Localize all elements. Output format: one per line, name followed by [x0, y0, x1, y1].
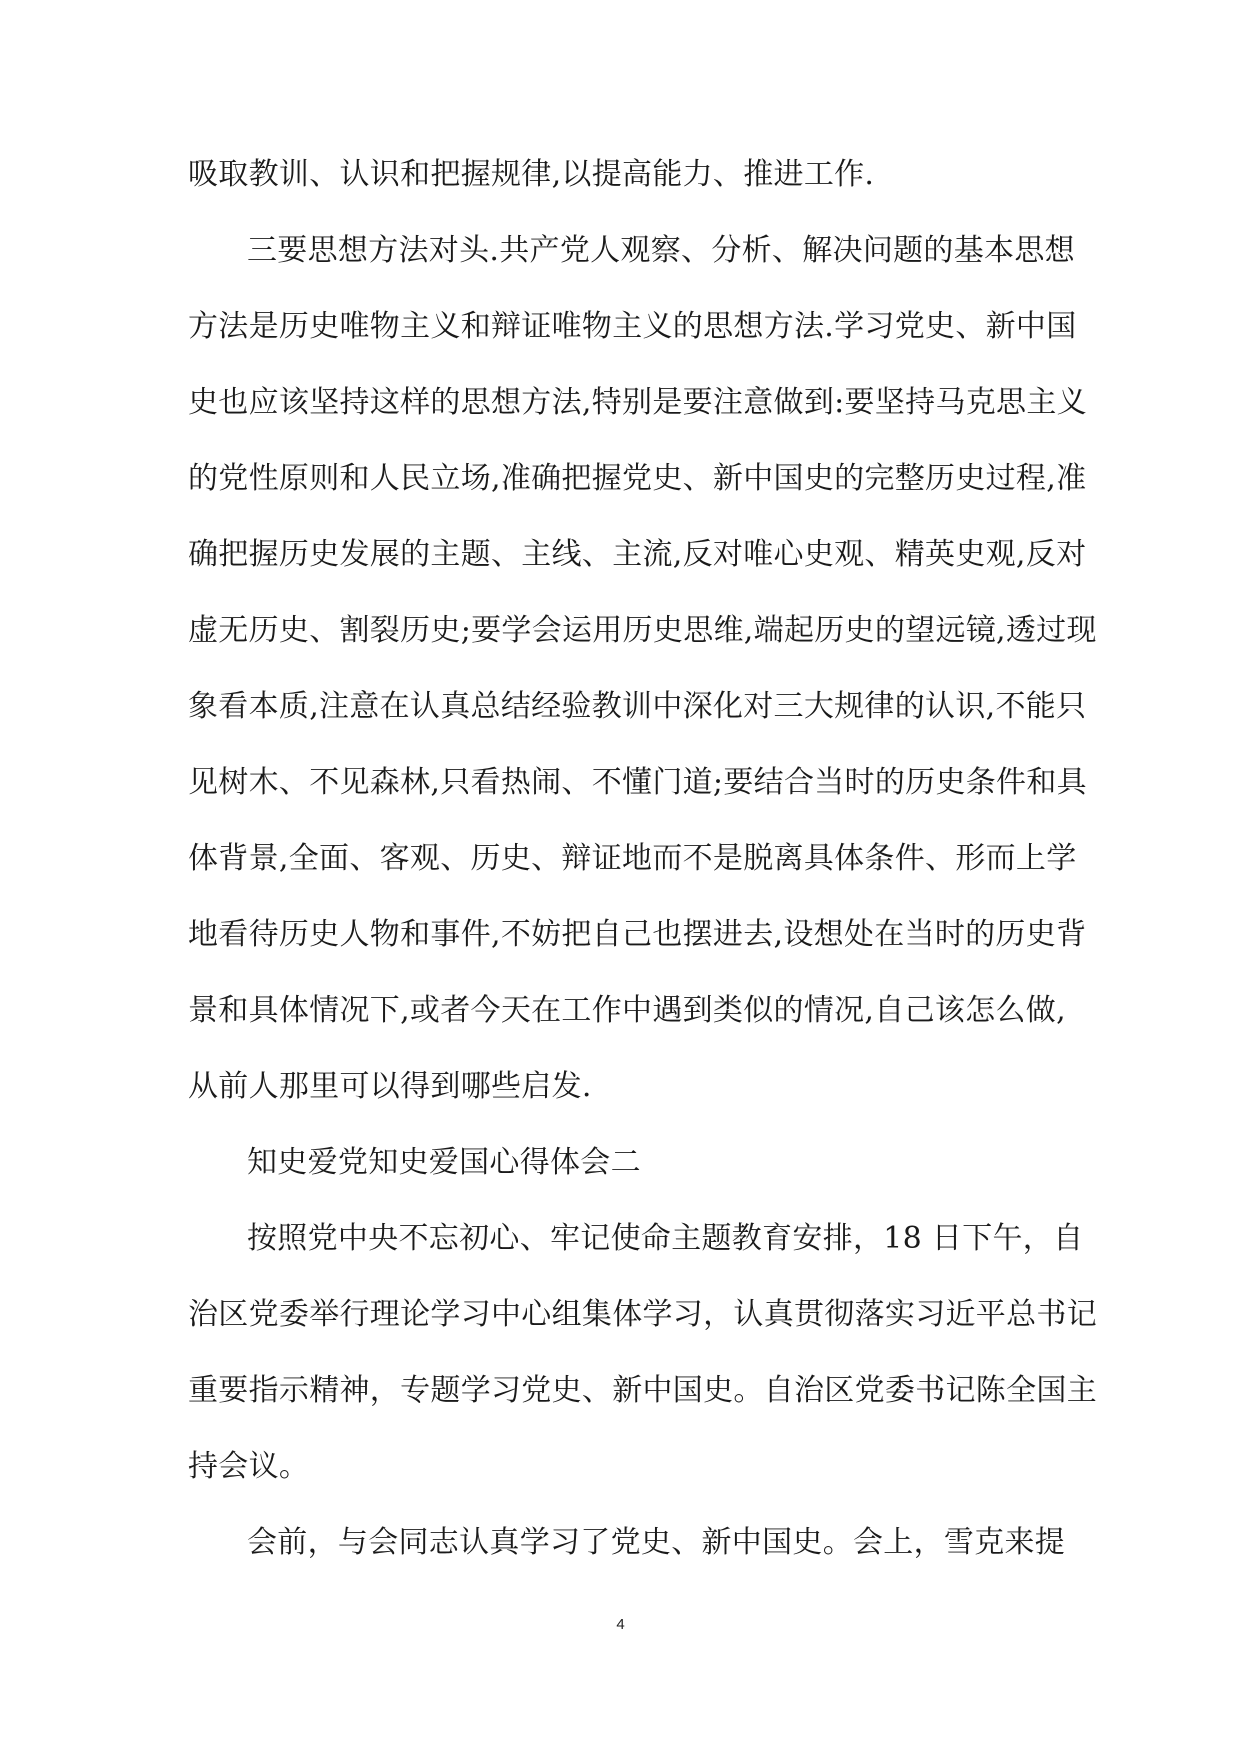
text-line: 景和具体情况下,或者今天在工作中遇到类似的情况,自己该怎么做,	[188, 993, 1066, 1028]
text-line: 治区党委举行理论学习中心组集体学习，认真贯彻落实习近平总书记	[188, 1297, 1097, 1332]
text-line: 体背景,全面、客观、历史、辩证地而不是脱离具体条件、形而上学	[188, 841, 1077, 876]
text-line: 持会议。	[188, 1449, 310, 1484]
text-line: 虚无历史、割裂历史;要学会运用历史思维,端起历史的望远镜,透过现	[188, 613, 1097, 648]
text-line: 会前，与会同志认真学习了党史、新中国史。会上，雪克来提	[247, 1525, 1066, 1560]
text-line: 吸取教训、认识和把握规律,以提高能力、推进工作.	[188, 157, 875, 192]
text-line: 方法是历史唯物主义和辩证唯物主义的思想方法.学习党史、新中国	[188, 309, 1077, 344]
text-line: 三要思想方法对头.共产党人观察、分析、解决问题的基本思想	[247, 233, 1075, 268]
text-line: 地看待历史人物和事件,不妨把自己也摆进去,设想处在当时的历史背	[188, 917, 1087, 952]
text-line: 从前人那里可以得到哪些启发.	[188, 1069, 592, 1104]
text-line: 按照党中央不忘初心、牢记使命主题教育安排，18 日下午，自	[247, 1221, 1084, 1256]
text-line: 确把握历史发展的主题、主线、主流,反对唯心史观、精英史观,反对	[188, 537, 1087, 572]
section-heading: 知史爱党知史爱国心得体会二	[247, 1145, 641, 1180]
text-line: 重要指示精神，专题学习党史、新中国史。自治区党委书记陈全国主	[188, 1373, 1097, 1408]
text-line: 史也应该坚持这样的思想方法,特别是要注意做到:要坚持马克思主义	[188, 385, 1087, 420]
text-line: 象看本质,注意在认真总结经验教训中深化对三大规律的认识,不能只	[188, 689, 1087, 724]
text-line: 的党性原则和人民立场,准确把握党史、新中国史的完整历史过程,准	[188, 461, 1087, 496]
body-text	[188, 137, 1097, 1581]
text-line: 见树木、不见森林,只看热闹、不懂门道;要结合当时的历史条件和具	[188, 765, 1087, 800]
page-number: 4	[616, 1616, 625, 1633]
